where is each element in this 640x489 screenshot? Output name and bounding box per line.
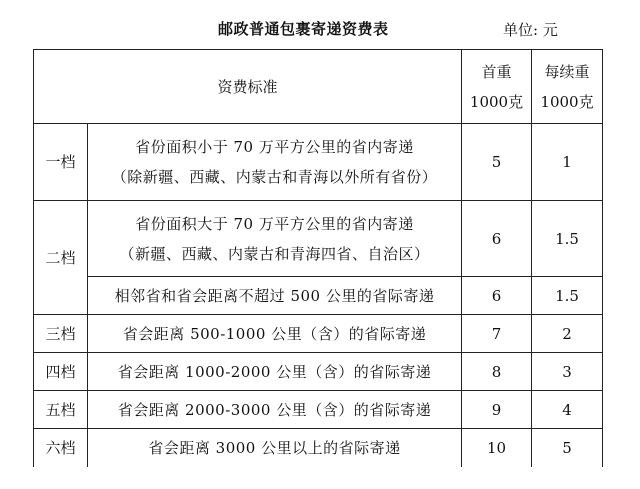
cont-weight-price: 2 [532, 315, 603, 353]
first-weight-price: 10 [462, 429, 532, 467]
table-header-row [34, 50, 603, 124]
table-row [34, 124, 603, 201]
first-weight-price: 6 [462, 201, 532, 277]
table-row [34, 201, 603, 277]
header-cont-weight [532, 50, 603, 124]
standard-line: （除新疆、西藏、内蒙古和青海以外所有省份） [111, 168, 438, 186]
first-weight-price: 8 [462, 353, 532, 391]
standard-cell: 省会距离 3000 公里以上的省际寄递 [88, 429, 462, 467]
first-weight-price: 5 [462, 124, 532, 201]
header-first-weight-unit: 1000克 [469, 92, 524, 111]
standard-line: 省份面积小于 70 万平方公里的省内寄递 [135, 138, 414, 156]
table-row [34, 277, 603, 315]
header-cont-weight-label: 每续重 [544, 62, 590, 81]
header-standard: 资费标准 [34, 50, 462, 124]
header-cont-weight-unit: 1000克 [540, 92, 594, 111]
table-row [34, 429, 603, 467]
standard-line: 省份面积大于 70 万平方公里的省内寄递 [135, 214, 414, 233]
tier-label: 三档 [34, 315, 88, 353]
cont-weight-price: 1.5 [532, 277, 603, 315]
tier-label: 六档 [34, 429, 88, 467]
first-weight-price: 6 [462, 277, 532, 315]
standard-cell: 省会距离 1000-2000 公里（含）的省际寄递 [88, 353, 462, 391]
standard-cell: 省会距离 2000-3000 公里（含）的省际寄递 [88, 391, 462, 429]
standard-cell [88, 201, 462, 277]
standard-cell: 相邻省和省会距离不超过 500 公里的省际寄递 [88, 277, 462, 315]
tier-label: 一档 [34, 124, 88, 201]
standard-cell [88, 124, 462, 201]
cont-weight-price: 3 [532, 353, 603, 391]
cont-weight-price: 1.5 [532, 201, 603, 277]
fee-table [33, 49, 603, 467]
tier-label: 四档 [34, 353, 88, 391]
cont-weight-price: 1 [532, 124, 603, 201]
table-row [34, 353, 603, 391]
document-title: 邮政普通包裹寄递资费表 [218, 20, 389, 38]
cont-weight-price: 4 [532, 391, 603, 429]
tier-label: 二档 [34, 201, 88, 315]
table-row [34, 391, 603, 429]
tier-label: 五档 [34, 391, 88, 429]
first-weight-price: 9 [462, 391, 532, 429]
standard-line: （新疆、西藏、内蒙古和青海四省、自治区） [119, 244, 430, 263]
cont-weight-price: 5 [532, 429, 603, 467]
first-weight-price: 7 [462, 315, 532, 353]
header-first-weight-label: 首重 [481, 62, 512, 81]
header-first-weight [462, 50, 532, 124]
table-row [34, 315, 603, 353]
standard-cell: 省会距离 500-1000 公里（含）的省际寄递 [88, 315, 462, 353]
unit-label: 单位: 元 [503, 21, 558, 39]
